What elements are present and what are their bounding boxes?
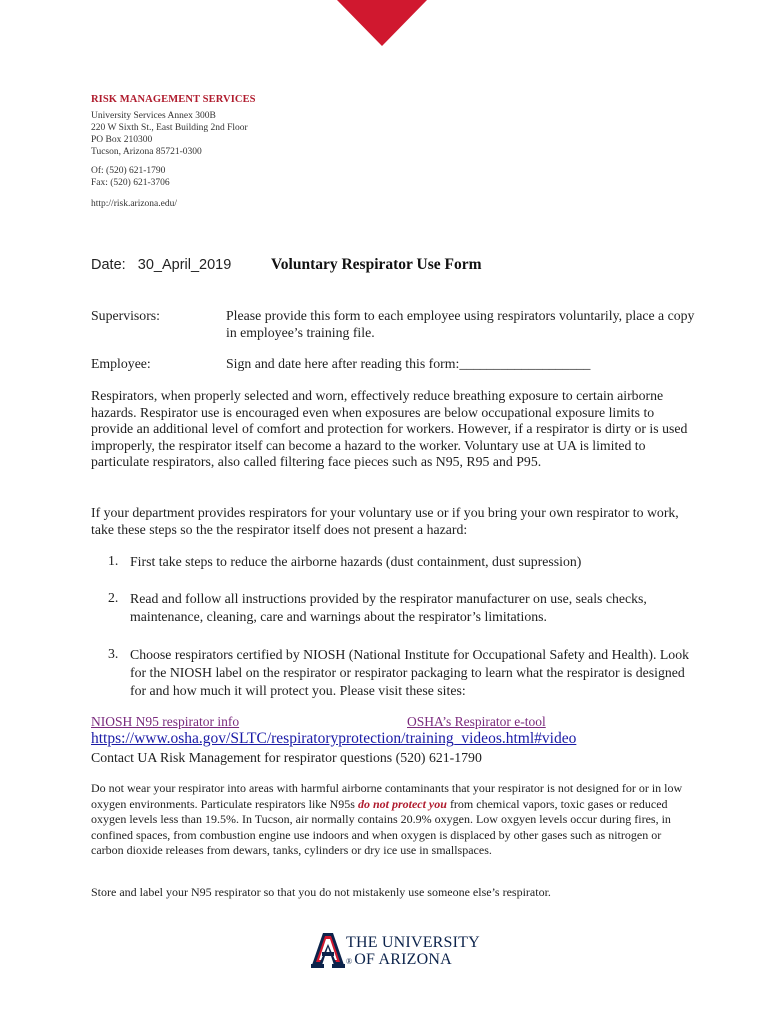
date-label: Date:	[91, 257, 126, 273]
form-date	[91, 257, 231, 273]
intro-paragraph: Respirators, when properly selected and worn, effectively reduce breathing exposure to certain airborne hazards. Respirator use is encouraged even when exposures are below occupational exposure limits to provide an additional level of comfort and protection for workers. However, if a respirator is dirty or is used improperly, the respirator itself can become a hazard to the worker. Voluntary use at UA is limited to particulate respirators, also called filtering face pieces such as N95, R95 and P95.	[91, 388, 688, 469]
university-name-line1: THE UNIVERSITY	[346, 934, 480, 951]
address-line: PO Box 210300	[91, 135, 153, 145]
step-text: First take steps to reduce the airborne hazards (dust containment, dust supression)	[130, 554, 582, 569]
step-number: 3.	[108, 646, 119, 661]
university-name-line2: OF ARIZONA	[354, 951, 452, 968]
address-line: 220 W Sixth St., East Building 2nd Floor	[91, 123, 248, 133]
university-name	[346, 934, 480, 970]
university-a-logo-icon	[311, 932, 345, 968]
niosh-link[interactable]: NIOSH N95 respirator info	[91, 714, 240, 729]
step-text: Choose respirators certified by NIOSH (National Institute for Occupational Safety and Health). Look for the NIOSH label on the respirator or respirator packaging to learn what the respirator is designed for and how much it will protect you. Please visit these sites:	[130, 647, 689, 698]
warning-text: from chemical vapors, toxic gases or reduced oxygen levels less than 19.5%. In Tucson, air normally contains 20.9% oxygen. Low oxgyen levels occur during fires, in confined spaces, from combustion engine use indoors and when oxygen is displaced by other gases such as nitrogen or carbon dioxide releases from dewars, tanks, cylinders or dry ice use in smallspaces.	[91, 796, 671, 857]
warning-emphasis: do not protect you	[357, 796, 447, 811]
employee-label: Employee:	[91, 356, 151, 371]
office-title: RISK MANAGEMENT SERVICES	[91, 94, 256, 105]
step-text: Read and follow all instructions provided by the respirator manufacturer on use, seals checks, maintenance, cleaning, care and warnings about the respirator’s limitations.	[130, 591, 647, 624]
warning-paragraph	[91, 781, 691, 859]
warning-text: Do not wear your respirator into areas with harmful airborne contaminants that your respirator is not designed for or in low oxygen environments. Particulate respirators like N95s	[91, 781, 683, 811]
address-line: Tucson, Arizona 85721-0300	[91, 147, 202, 157]
supervisors-instructions: Please provide this form to each employee using respirators voluntarily, place a copy in employee’s training file.	[226, 308, 695, 340]
university-name-line2-wrap	[346, 951, 480, 970]
storage-note: Store and label your N95 respirator so that you do not mistakenly use someone else’s respirator.	[91, 885, 551, 899]
contact-line: Contact UA Risk Management for respirator questions (520) 621-1790	[91, 750, 482, 765]
step-number: 1.	[108, 553, 119, 568]
office-phone: Of: (520) 621-1790	[91, 166, 166, 176]
address-line: University Services Annex 300B	[91, 111, 216, 121]
registered-mark: ®	[346, 957, 353, 966]
form-title: Voluntary Respirator Use Form	[271, 256, 482, 273]
supervisors-label: Supervisors:	[91, 308, 160, 323]
osha-video-link[interactable]: https://www.osha.gov/SLTC/respiratoryprotection/training_videos.html#video	[91, 730, 577, 747]
website-link[interactable]: http://risk.arizona.edu/	[91, 199, 178, 209]
step-number: 2.	[108, 590, 119, 605]
header-red-triangle	[337, 0, 427, 46]
date-value: 30_April_2019	[137, 257, 232, 273]
office-fax: Fax: (520) 621-3706	[91, 178, 170, 188]
osha-etool-link[interactable]: OSHA’s Respirator e-tool	[407, 714, 546, 729]
steps-intro-paragraph: If your department provides respirators for your voluntary use or if you bring your own respirator to work, take these steps so the the respirator itself does not present a hazard:	[91, 505, 679, 537]
employee-signature-line[interactable]: Sign and date here after reading this form:___________________	[226, 356, 591, 371]
